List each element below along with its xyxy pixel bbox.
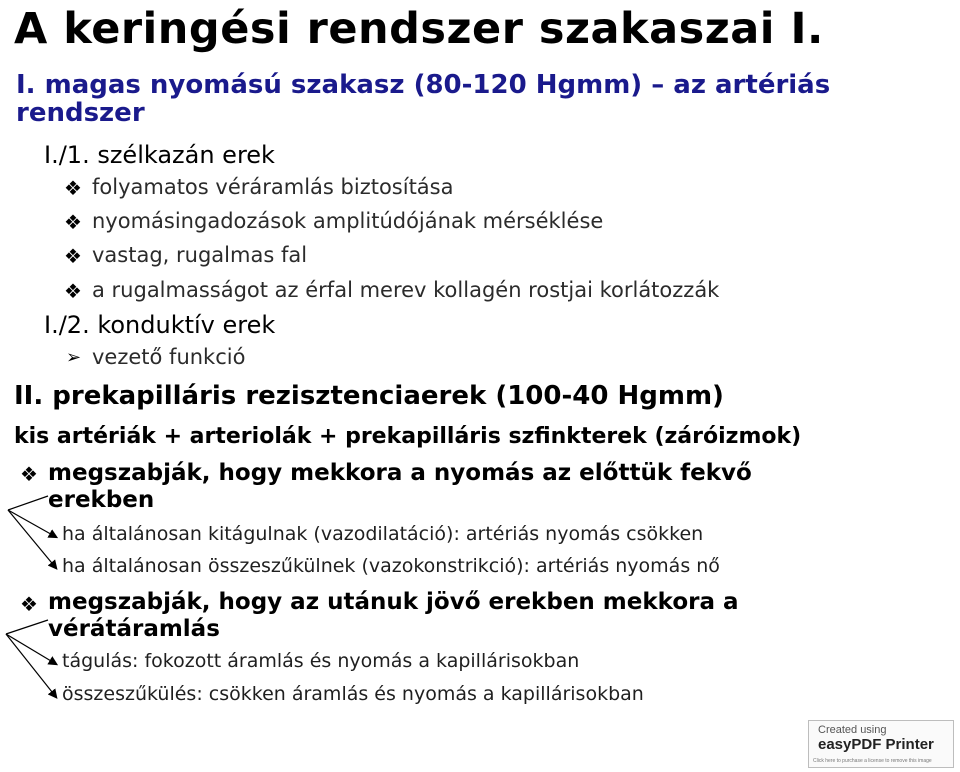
page-title: A keringési rendszer szakaszai I. bbox=[14, 4, 824, 54]
connector-arrow bbox=[6, 634, 56, 697]
watermark-line2: easyPDF Printer bbox=[818, 736, 934, 753]
sub1-bullet-4: a rugalmasságot az érfal merev kollagén rostjai korlátozzák bbox=[92, 278, 720, 302]
easypdf-watermark[interactable] bbox=[808, 720, 954, 768]
diamond-bullet-icon: ❖ bbox=[64, 210, 82, 234]
connector-arrow bbox=[6, 634, 56, 664]
sub1-label-text: I./1. szélkazán erek bbox=[44, 141, 275, 169]
section1-heading-line1: I. magas nyomású szakasz (80-120 Hgmm) – az artériás bbox=[16, 70, 831, 100]
connector-arrow bbox=[8, 510, 56, 568]
point2-sub-1: tágulás: fokozott áramlás és nyomás a kapillárisokban bbox=[62, 650, 580, 672]
point2-sub-2: összeszűkülés: csökken áramlás és nyomás a kapillárisokban bbox=[62, 683, 644, 705]
sub2-item-1: vezető funkció bbox=[92, 345, 246, 369]
section1-heading-line2: rendszer bbox=[16, 98, 145, 128]
diamond-bullet-icon: ❖ bbox=[64, 176, 82, 200]
sub1-bullet-1: folyamatos véráramlás biztosítása bbox=[92, 175, 454, 199]
watermark-line3[interactable]: Click here to purchase a license to remove this image bbox=[813, 758, 932, 764]
sub1-bullet-3: vastag, rugalmas fal bbox=[92, 243, 308, 267]
point2-line1: megszabják, hogy az utánuk jövő erekben mekkora a bbox=[48, 589, 739, 615]
diamond-bullet-icon: ❖ bbox=[64, 279, 82, 303]
point2-line2: vérátáramlás bbox=[48, 616, 220, 642]
section2-heading: II. prekapilláris rezisztenciaerek (100-40 Hgmm) bbox=[14, 381, 724, 411]
sub2-label: I./2. konduktív erek bbox=[44, 311, 276, 339]
diamond-bullet-icon: ❖ bbox=[64, 244, 82, 268]
sub1-bullet-2: nyomásingadozások amplitúdójának mérséklése bbox=[92, 209, 604, 233]
arrow-bullet-icon: ➢ bbox=[66, 347, 82, 368]
section2-line: kis artériák + arteriolák + prekapilláris szfinkterek (záróizmok) bbox=[14, 424, 802, 449]
point1-line1: megszabják, hogy mekkora a nyomás az előttük fekvő bbox=[48, 460, 752, 486]
point1-sub-2: ha általánosan összeszűkülnek (vazokonstrikció): artériás nyomás nő bbox=[62, 555, 720, 577]
diamond-bullet-icon: ❖ bbox=[20, 462, 38, 486]
point1-sub-1: ha általánosan kitágulnak (vazodilatáció): artériás nyomás csökken bbox=[62, 523, 704, 545]
connector-line bbox=[8, 496, 48, 510]
connector-arrow bbox=[8, 510, 56, 537]
point1-line2: erekben bbox=[48, 487, 155, 513]
diamond-bullet-icon: ❖ bbox=[20, 592, 38, 616]
connector-line bbox=[6, 620, 48, 634]
watermark-line1: Created using bbox=[818, 724, 887, 736]
